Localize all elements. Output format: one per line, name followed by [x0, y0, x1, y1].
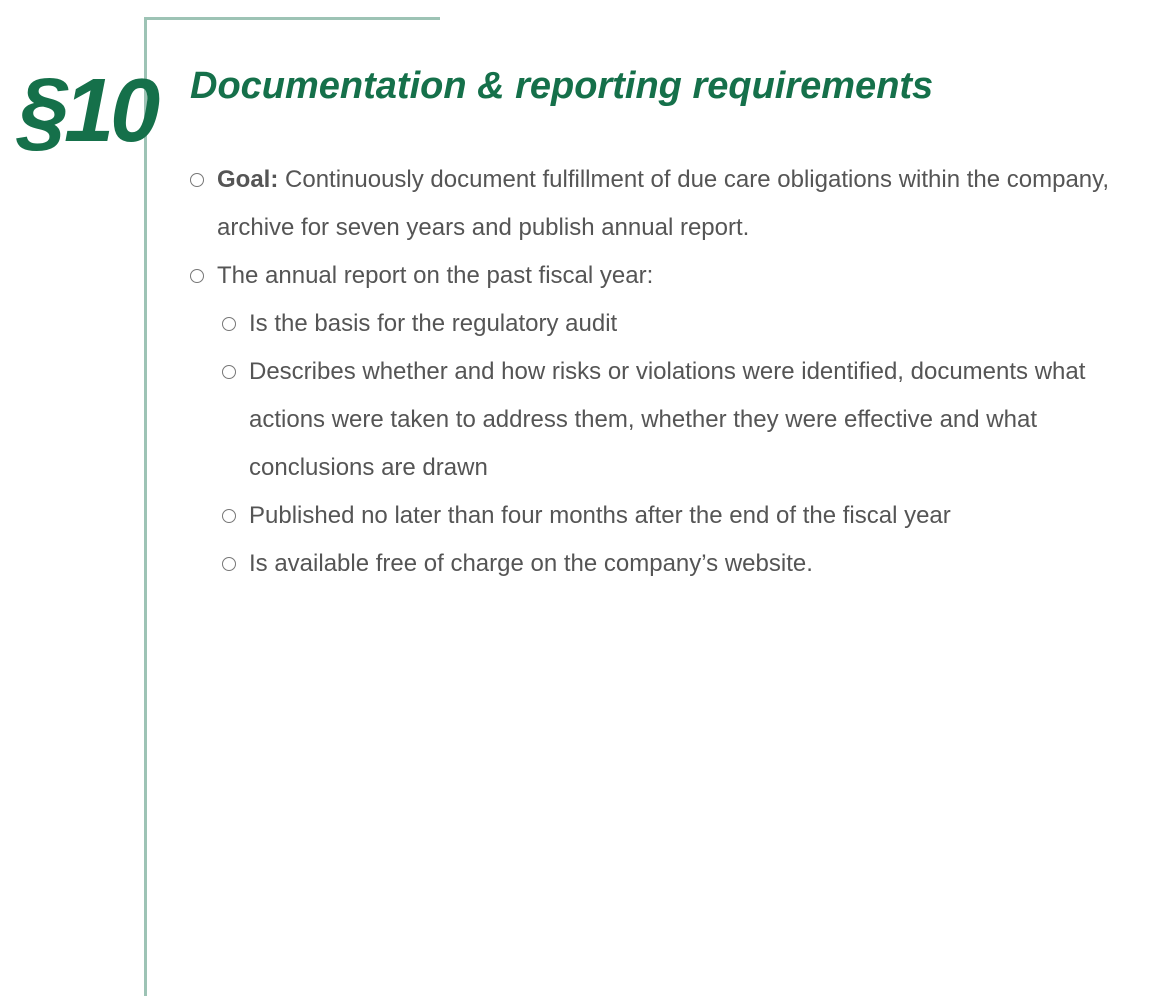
- sub-list-item: [222, 300, 1130, 348]
- page-title: Documentation & reporting requirements: [190, 65, 934, 107]
- goal-label: Goal:: [217, 166, 279, 193]
- sub-list-item: [222, 348, 1130, 492]
- sub-item-text: Is available free of charge on the company’s website.: [249, 550, 813, 577]
- circle-bullet-icon: [190, 269, 204, 283]
- sub-list-item: [222, 492, 1130, 540]
- sub-item-text: Is the basis for the regulatory audit: [249, 310, 618, 337]
- frame-left-line: [144, 17, 147, 996]
- circle-bullet-icon: [222, 365, 236, 379]
- sub-item-text: Describes whether and how risks or violations were identified, documents what actions were taken to address them, whether they were effective and what conclusions are drawn: [249, 358, 1086, 481]
- circle-bullet-icon: [222, 317, 236, 331]
- sub-item-text: Published no later than four months after the end of the fiscal year: [249, 502, 951, 529]
- circle-bullet-icon: [222, 557, 236, 571]
- bullet-list: [190, 156, 1130, 588]
- list-item-annual-report: [190, 252, 1130, 300]
- section-number: §10: [18, 61, 157, 161]
- goal-text: Continuously document fulfillment of due care obligations within the company, archive for seven years and publish annual report.: [217, 166, 1110, 241]
- list-item-goal: [190, 156, 1130, 252]
- frame-top-line: [144, 17, 440, 20]
- circle-bullet-icon: [190, 173, 204, 187]
- annual-report-text: The annual report on the past fiscal year:: [217, 262, 654, 289]
- sub-list-item: [222, 540, 1130, 588]
- circle-bullet-icon: [222, 509, 236, 523]
